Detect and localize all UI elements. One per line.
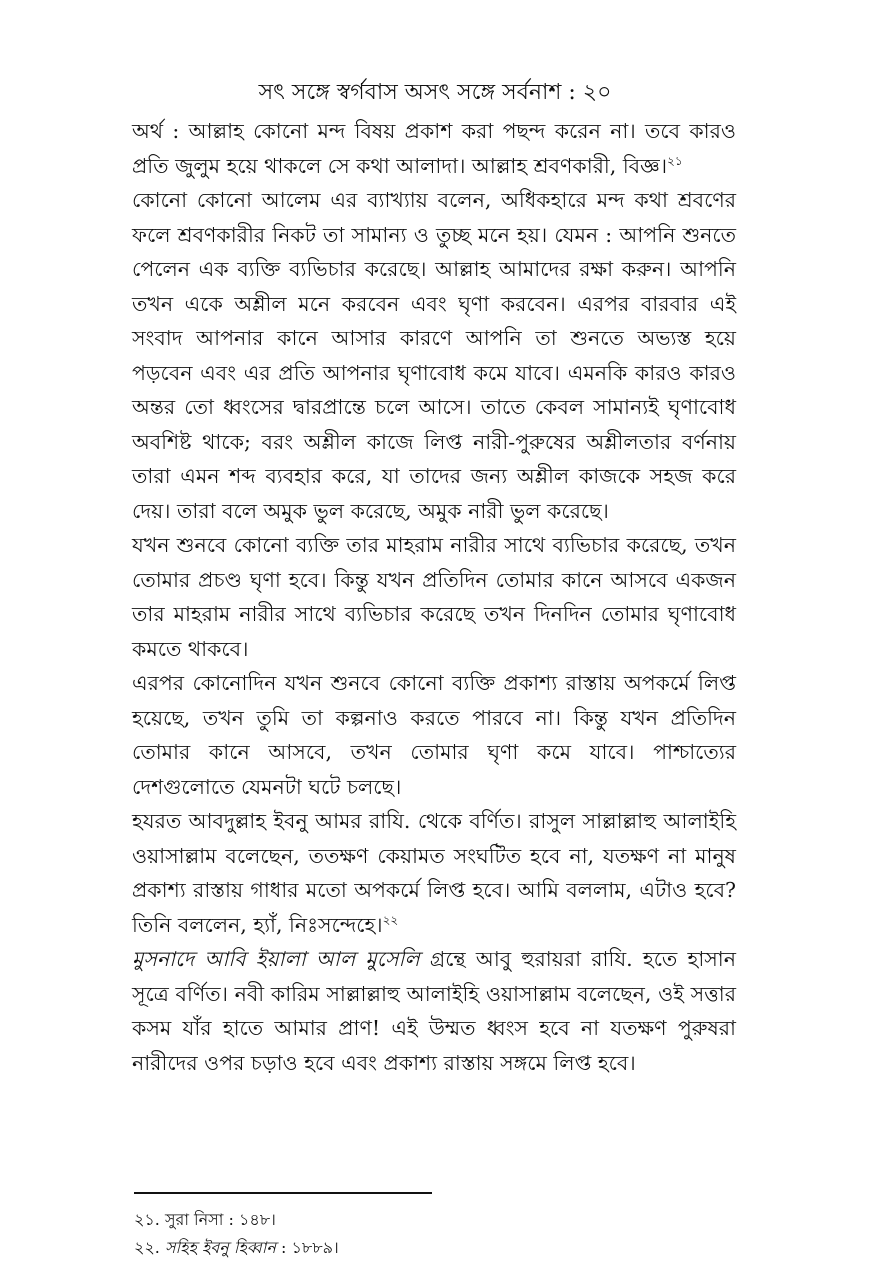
paragraph-5-text: হযরত আবদুল্লাহ ইবনু আমর রাযি. থেকে বর্ণিত। রাসুল সাল্লাল্লাহু আলাইহি ওয়াসাল্লাম বলেছেন, ততক্ষণ কেয়ামত সংঘটিত হবে না, যতক্ষণ না মানুষ প্রকাশ্য রাস্তায় গাধার মতো অপকর্মে লিপ্ত হবে। আমি বললাম, এটাও হবে? তিনি বললেন, হ্যাঁ, নিঃসন্দেহে।	[132, 809, 736, 937]
footnote-22-prefix: ২২.	[134, 1238, 165, 1257]
footnote-22-source: সহিহ ইবনু হিব্বান	[164, 1238, 276, 1257]
paragraph-6-text: গ্রন্থে আবু হুরায়রা রাযি. হতে হাসান সূত্রে বর্ণিত। নবী কারিম সাল্লাল্লাহু আলাইহি ওয়াসাল্লাম বলেছেন, ওই সত্তার কসম যাঁর হাতে আমার প্রাণ! এই উম্মত ধ্বংস হবে না যতক্ষণ পুরুষরা নারীদের ওপর চড়াও হবে এবং প্রকাশ্য রাস্তায় সঙ্গমে লিপ্ত হবে।	[132, 947, 736, 1075]
paragraph-4: এরপর কোনোদিন যখন শুনবে কোনো ব্যক্তি প্রকাশ্য রাস্তায় অপকর্মে লিপ্ত হয়েছে, তখন তুমি তা কল্পনাও করতে পারবে না। কিন্তু যখন প্রতিদিন তোমার কানে আসবে, তখন তোমার ঘৃণা কমে যাবে। পাশ্চাত্যের দেশগুলোতে যেমনটা ঘটে চলছে।	[132, 671, 736, 799]
footnotes	[134, 1206, 734, 1262]
paragraph-1	[132, 114, 736, 183]
paragraph-6	[132, 942, 736, 1080]
footnote-22	[134, 1234, 734, 1262]
paragraph-3: যখন শুনবে কোনো ব্যক্তি তার মাহরাম নারীর সাথে ব্যভিচার করেছে, তখন তোমার প্রচণ্ড ঘৃণা হবে। কিন্তু যখন প্রতিদিন তোমার কানে আসবে একজন তার মাহরাম নারীর সাথে ব্যভিচার করেছে তখন দিনদিন তোমার ঘৃণাবোধ কমতে থাকবে।	[132, 533, 736, 661]
paragraph-1-text: অর্থ : আল্লাহ কোনো মন্দ বিষয় প্রকাশ করা পছন্দ করেন না। তবে কারও প্রতি জুলুম হয়ে থাকলে সে কথা আলাদা। আল্লাহ শ্রবণকারী, বিজ্ঞ।	[132, 119, 736, 178]
paragraph-2: কোনো কোনো আলেম এর ব্যাখ্যায় বলেন, অধিকহারে মন্দ কথা শ্রবণের ফলে শ্রবণকারীর নিকট তা সামান্য ও তুচ্ছ মনে হয়। যেমন : আপনি শুনতে পেলেন এক ব্যক্তি ব্যভিচার করেছে। আল্লাহ আমাদের রক্ষা করুন। আপনি তখন একে অশ্লীল মনে করবেন এবং ঘৃণা করবেন। এরপর বারবার এই সংবাদ আপনার কানে আসার কারণে আপনি তা শুনতে অভ্যস্ত হয়ে পড়বেন এবং এর প্রতি আপনার ঘৃণাবোধ কমে যাবে। এমনকি কারও কারও অন্তর তো ধ্বংসের দ্বারপ্রান্তে চলে আসে। তাতে কেবল সামান্যই ঘৃণাবোধ অবশিষ্ট থাকে; বরং অশ্লীল কাজে লিপ্ত নারী-পুরুষের অশ্লীলতার বর্ণনায় তারা এমন শব্দ ব্যবহার করে, যা তাদের জন্য অশ্লীল কাজকে সহজ করে দেয়। তারা বলে অমুক ভুল করেছে, অমুক নারী ভুল করেছে।	[132, 188, 736, 523]
paragraph-5	[132, 804, 736, 942]
book-title-italic: মুসনাদে আবি ইয়ালা আল মুসেলি	[132, 947, 420, 971]
footnote-divider	[134, 1192, 432, 1194]
footnote-ref-21[interactable]: ২১	[667, 153, 683, 168]
footnote-ref-22[interactable]: ২২	[382, 912, 399, 927]
footnote-21: ২১. সুরা নিসা : ১৪৮।	[134, 1210, 276, 1229]
main-text	[132, 114, 736, 1080]
footnote-22-suffix: : ১৮৮৯।	[275, 1238, 339, 1257]
running-header: সৎ সঙ্গে স্বর্গবাস অসৎ সঙ্গে সর্বনাশ : ২০	[258, 80, 612, 105]
